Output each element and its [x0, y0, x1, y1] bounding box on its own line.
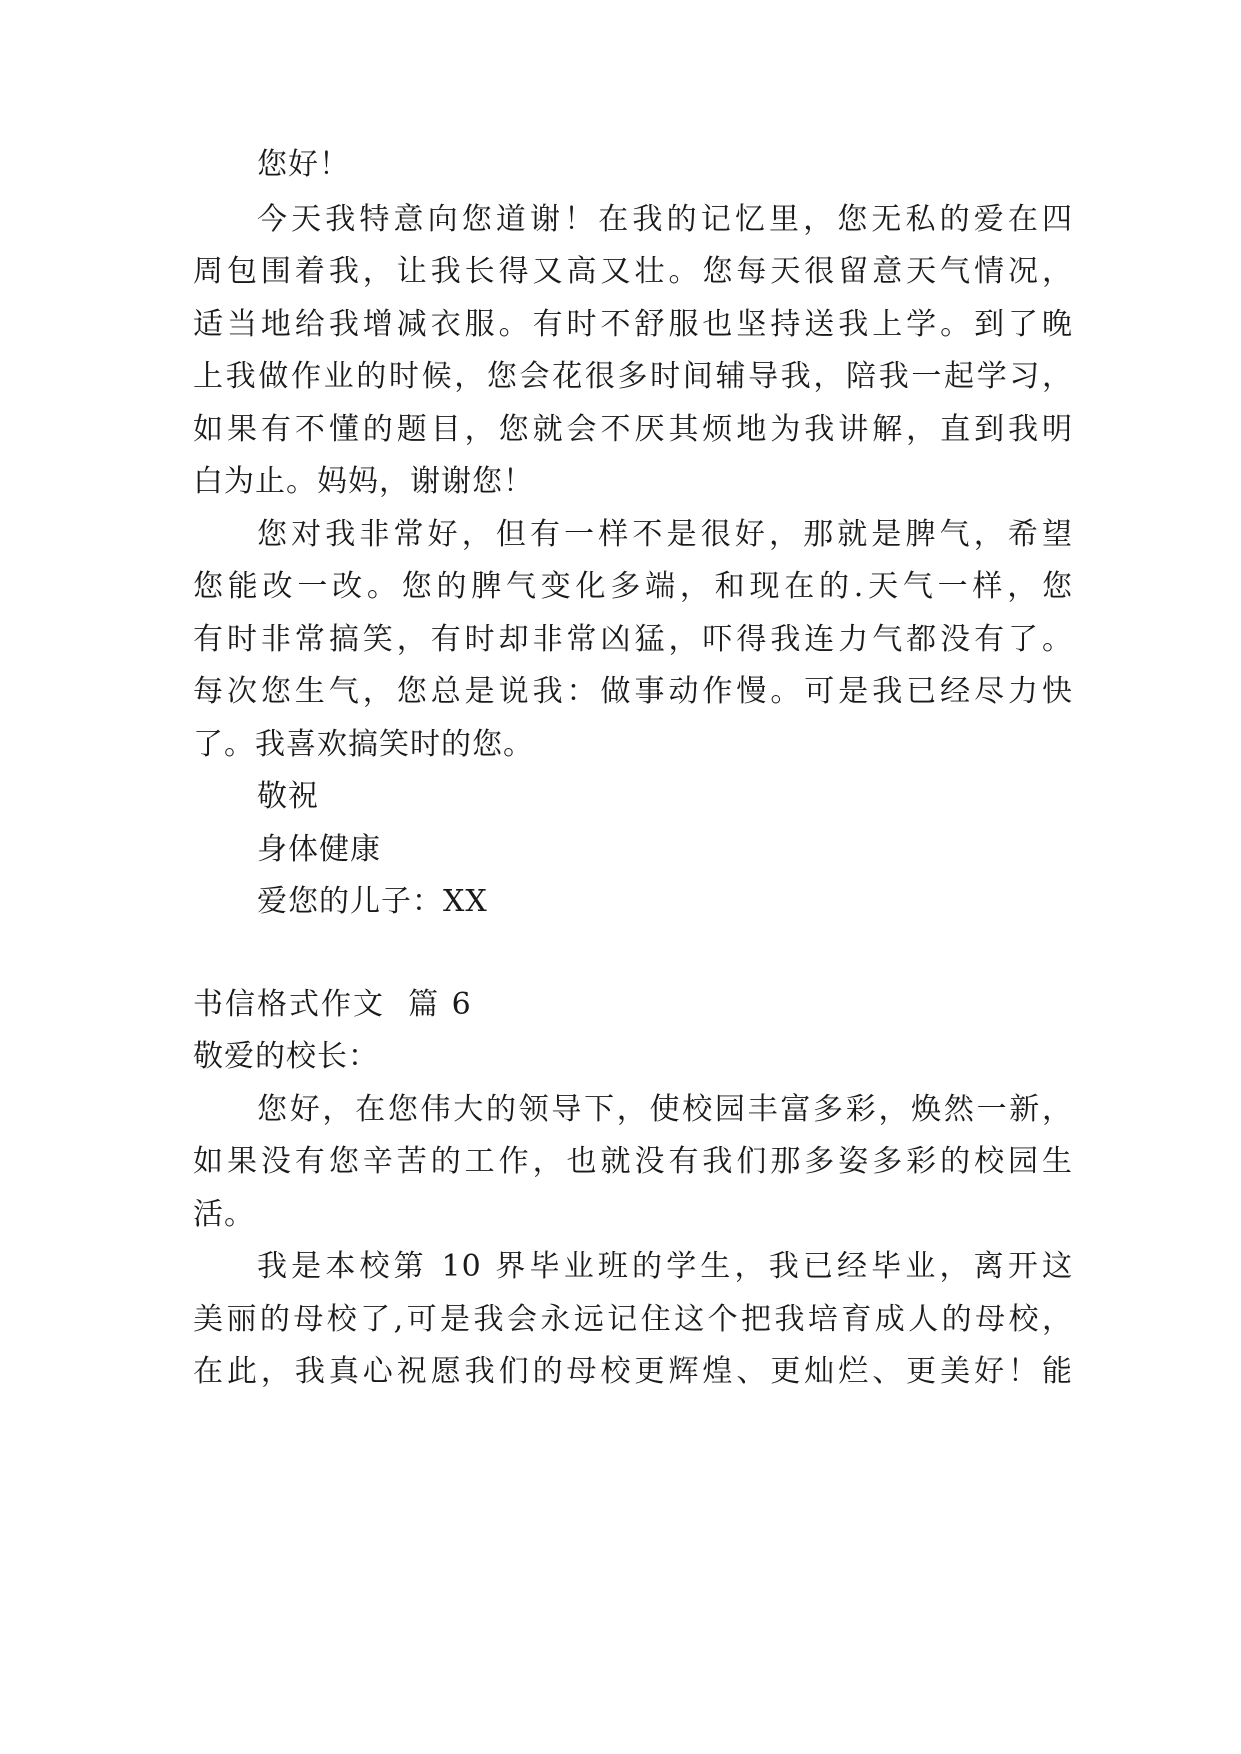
- paragraph-line: 如果没有您辛苦的工作，也就没有我们那多姿多彩的校园生: [193, 1144, 1073, 1179]
- paragraph-line: 周包围着我，让我长得又高又壮。您每天很留意天气情况，: [193, 254, 1073, 289]
- closing-line: 身体健康: [257, 832, 381, 867]
- paragraph-line: 每次您生气，您总是说我：做事动作慢。可是我已经尽力快: [193, 674, 1073, 709]
- closing-line: 敬祝: [257, 779, 319, 814]
- paragraph-line: 上我做作业的时候，您会花很多时间辅导我，陪我一起学习，: [193, 359, 1073, 394]
- paragraph-line: 您好，在您伟大的领导下，使校园丰富多彩，焕然一新，: [257, 1092, 1073, 1127]
- paragraph-line: 活。: [193, 1197, 255, 1232]
- paragraph-line: 了。我喜欢搞笑时的您。: [193, 727, 534, 762]
- paragraph-line: 有时非常搞笑，有时却非常凶猛，吓得我连力气都没有了。: [193, 622, 1073, 657]
- paragraph-line: 在此，我真心祝愿我们的母校更辉煌、更灿烂、更美好！能: [193, 1354, 1073, 1389]
- section-title: 书信格式作文 篇 6: [193, 987, 473, 1022]
- paragraph-line: 白为止。妈妈，谢谢您！: [193, 464, 534, 499]
- paragraph-line: 我是本校第 10 界毕业班的学生，我已经毕业，离开这: [257, 1249, 1073, 1284]
- paragraph-line: 适当地给我增减衣服。有时不舒服也坚持送我上学。到了晚: [193, 307, 1073, 342]
- paragraph-line: 美丽的母校了,可是我会永远记住这个把我培育成人的母校，: [193, 1302, 1073, 1337]
- paragraph-line: 您对我非常好，但有一样不是很好，那就是脾气，希望: [257, 517, 1073, 552]
- paragraph-line: 今天我特意向您道谢！在我的记忆里，您无私的爱在四: [257, 202, 1073, 237]
- salutation: 敬爱的校长：: [193, 1039, 379, 1074]
- paragraph-line: 您能改一改。您的脾气变化多端，和现在的.天气一样，您: [193, 569, 1073, 604]
- signature: 爱您的儿子：XX: [257, 884, 488, 919]
- paragraph-line: 如果有不懂的题目，您就会不厌其烦地为我讲解，直到我明: [193, 412, 1073, 447]
- greeting: 您好！: [257, 147, 350, 182]
